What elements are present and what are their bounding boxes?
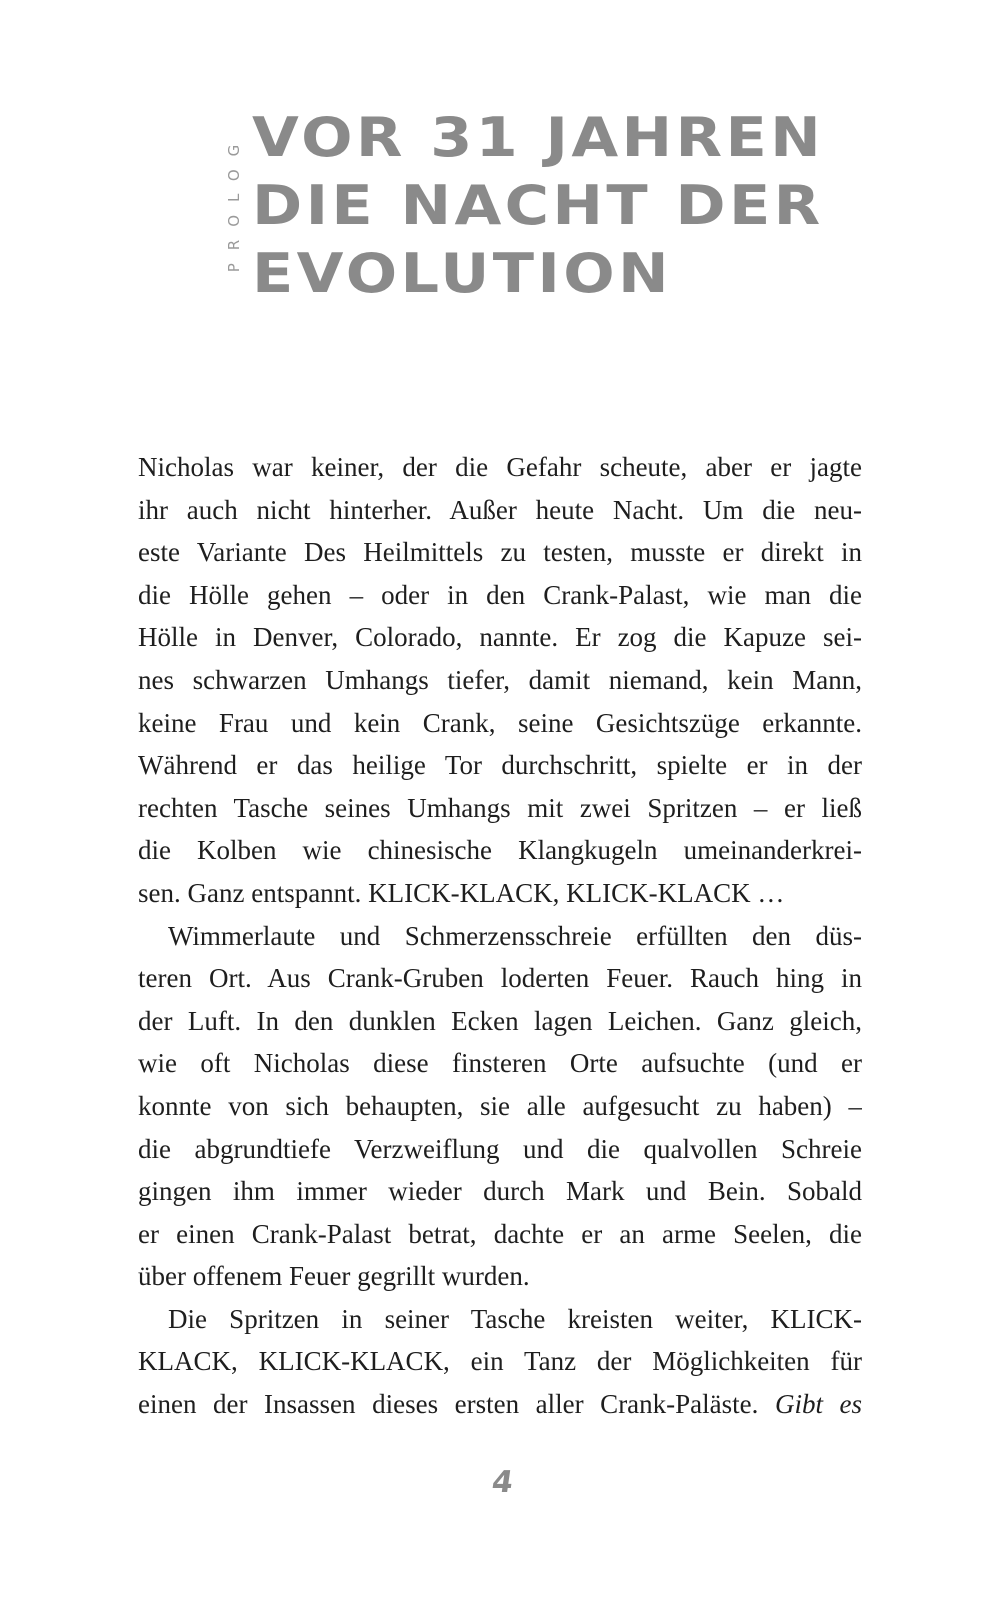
text-segment: einen der Insassen dieses ersten aller Crank-Paläste. bbox=[138, 1389, 759, 1420]
text-line: nes schwarzen Umhangs tiefer, damit niemand, kein Mann, bbox=[138, 664, 862, 695]
text-line: wie oft Nicholas diese finsteren Orte aufsuchte (und er bbox=[138, 1048, 862, 1079]
text-line: teren Ort. Aus Crank-Gruben loderten Feuer. Rauch hing in bbox=[138, 963, 862, 994]
text-line: Die Spritzen in seiner Tasche kreisten weiter, KLICK- bbox=[168, 1303, 862, 1334]
text-line: Wimmerlaute und Schmerzensschreie erfüllten den düs- bbox=[168, 920, 862, 951]
text-line: Hölle in Denver, Colorado, nannte. Er zog die Kapuze sei- bbox=[138, 622, 862, 653]
text-line: keine Frau und kein Crank, seine Gesichtszüge erkannte. bbox=[138, 707, 862, 738]
page-number: 4 bbox=[489, 1465, 516, 1500]
text-line-with-italic bbox=[138, 1383, 862, 1426]
paragraph-2 bbox=[138, 915, 862, 1298]
text-line: ihr auch nicht hinterher. Außer heute Nacht. Um die neu- bbox=[138, 494, 862, 525]
chapter-heading bbox=[222, 104, 825, 305]
chapter-title-line-1: VOR 31 JAHREN bbox=[252, 106, 825, 169]
text-line: die abgrundtiefe Verzweiflung und die qualvollen Schreie bbox=[138, 1133, 862, 1164]
text-line: KLACK, KLICK-KLACK, ein Tanz der Möglichkeiten für bbox=[138, 1346, 862, 1377]
text-line: die Kolben wie chinesische Klangkugeln umeinanderkrei- bbox=[138, 835, 862, 866]
text-line: Während er das heilige Tor durchschritt, spielte er in der bbox=[138, 750, 862, 781]
paragraph-3 bbox=[138, 1298, 862, 1426]
paragraph-1 bbox=[138, 446, 862, 915]
italic-text-segment: Gibt es bbox=[774, 1389, 862, 1420]
text-line: über offenem Feuer gegrillt wurden. bbox=[138, 1261, 530, 1292]
text-line: sen. Ganz entspannt. KLICK-KLACK, KLICK-KLACK … bbox=[138, 877, 785, 908]
text-line: este Variante Des Heilmittels zu testen, musste er direkt in bbox=[138, 537, 862, 568]
text-line: er einen Crank-Palast betrat, dachte er an arme Seelen, die bbox=[138, 1218, 862, 1249]
text-line: rechten Tasche seines Umhangs mit zwei Spritzen – er ließ bbox=[138, 792, 862, 823]
text-line: die Hölle gehen – oder in den Crank-Palast, wie man die bbox=[138, 579, 862, 610]
text-line: Nicholas war keiner, der die Gefahr scheute, aber er jagte bbox=[138, 452, 862, 482]
text-line: gingen ihm immer wieder durch Mark und Bein. Sobald bbox=[138, 1176, 862, 1207]
chapter-title bbox=[252, 104, 825, 308]
chapter-label: PROLOG bbox=[225, 131, 243, 273]
chapter-title-line-2: DIE NACHT DER bbox=[252, 174, 824, 237]
chapter-label-vertical bbox=[222, 104, 246, 300]
text-line: der Luft. In den dunklen Ecken lagen Leichen. Ganz gleich, bbox=[138, 1005, 862, 1036]
body-text bbox=[138, 446, 862, 1426]
chapter-title-line-3: EVOLUTION bbox=[252, 242, 672, 305]
text-line: konnte von sich behaupten, sie alle aufgesucht zu haben) – bbox=[138, 1090, 862, 1121]
